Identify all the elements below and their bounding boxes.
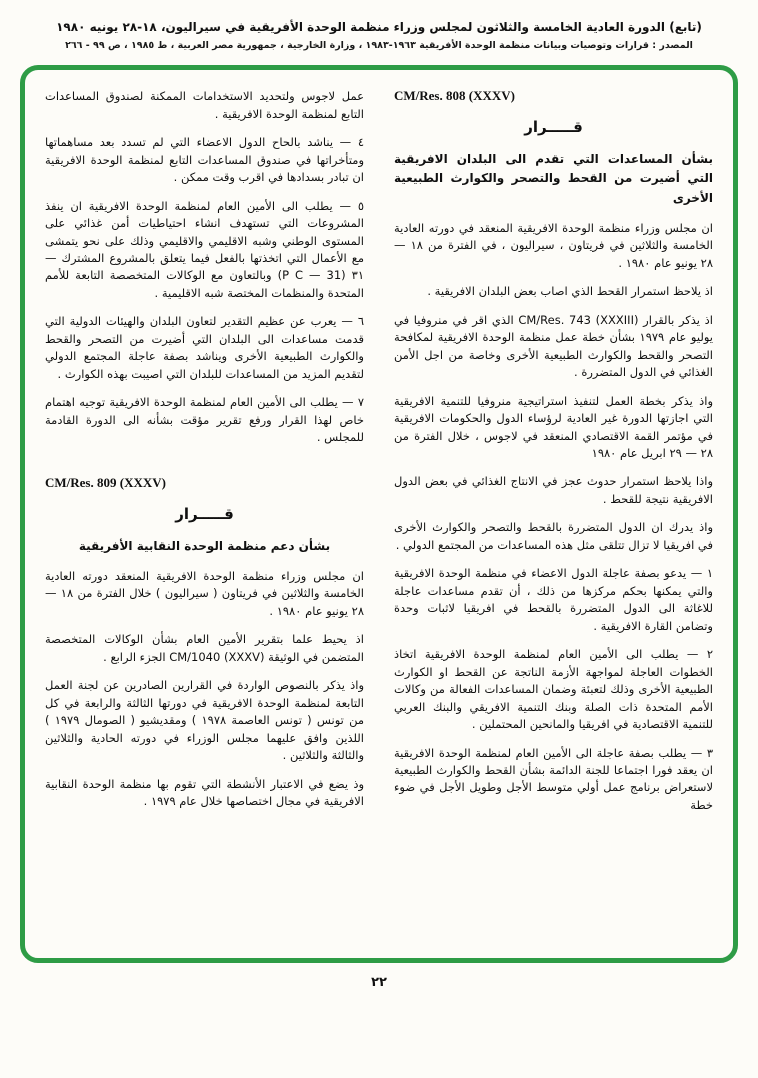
paragraph: واذ يدرك ان الدول المتضررة بالقحط والتصحر والكوارث الأخرى في افريقيا لا تزال تتلقى مثل هذه المساعدات من المجتمع الدولي .	[394, 520, 713, 552]
paragraph: اذ يحيط علما بتقرير الأمين العام بشأن الوكالات المتخصصة المتضمن في الوثيقة CM/1040 (XXXV) الجزء الرابع .	[45, 632, 364, 664]
paragraph-clause-5: ٥ — يطلب الى الأمين العام لمنظمة الوحدة الافريقية ان ينفذ المشروعات التي تستهدف انشاء احتياطيات أمن غذائي على المستوى الوطني وشبه الاقليمي والاقليمي وذلك على نحو يتمشى مع الأعمال التي اتخذتها بالفعل فيما يتعلق بالمشروع المشترك — ٣١ (P C — 31) وبالتعاون مع الوكالات المتخصصة التابعة للأمم المتحدة والمنظمات المختصة شبه الاقليمية .	[45, 198, 364, 300]
paragraph-continuation: عمل لاجوس ولتحديد الاستخدامات الممكنة لصندوق المساعدات التابع لمنظمة الوحدة الافريقية .	[45, 89, 364, 121]
resolution-808-decision-word: قـــــرار	[524, 118, 583, 137]
page-number: ٢٢	[371, 975, 387, 991]
paragraph: اذ يذكر بالقرار CM/Res. 743 (XXXIII) الذي اقر في منروفيا في يوليو عام ١٩٧٩ بشأن خطة عمل منظمة الوحدة الافريقية لمكافحة التصحر والقحط والكوارث الطبيعية الأخرى وخاصة من اجل الأمن الغذائي في الدول المتضررة .	[394, 312, 713, 380]
paragraph: وذ يضع في الاعتبار الأنشطة التي تقوم بها منظمة الوحدة النقابية الافريقية في مجال اختصاصها خلال عام ١٩٧٩ .	[45, 776, 364, 809]
paragraph: ان مجلس وزراء منظمة الوحدة الافريقية المنعقد دورته العادية الخامسة والثلاثين في فريتاون ( سيراليون ) خلال الفترة من ١٨ — ٢٨ يونيو عام ١٩٨٠ .	[45, 568, 364, 618]
page-footer	[20, 975, 738, 990]
paragraph-clause-7: ٧ — يطلب الى الأمين العام لمنظمة الوحدة الافريقية توجيه اهتمام خاص لهذا القرار ورفع تقرير مؤقت بشأنه الى الدورة القادمة للمجلس .	[45, 395, 364, 445]
paragraph: ان مجلس وزراء منظمة الوحدة الافريقية المنعقد في دورته العادية الخامسة والثلاثين في فريتاون ، سيراليون ، في الفترة من ١٨ — ٢٨ يونيو عام ١٩٨٠ .	[394, 220, 713, 270]
paragraph: اذ يلاحظ استمرار القحط الذي اصاب بعض البلدان الافريقية .	[427, 284, 713, 299]
paragraph: واذا يلاحظ استمرار حدوث عجز في الانتاج الغذائي في بعض الدول الافريقية نتيجة للقحط .	[394, 474, 713, 506]
column-left-continuation-and-809	[45, 88, 364, 825]
paragraph: واذ يذكر بالنصوص الواردة في القرارين الصادرين عن لجنة العمل التابعة لمنظمة الوحدة الافريقية في دورتها الثالثة والرابعة في كل من تونس ( تونس العاصمة ١٩٧٨ ) ومقديشيو ( الصومال ١٩٧٩ ) اللذين وافق عليهما مجلس الوزراء في دورته الحادية والثلاثين والثالثة والثلاثين .	[45, 678, 364, 763]
page-header	[26, 18, 732, 53]
paragraph-clause-3: ٣ — يطلب بصفة عاجلة الى الأمين العام لمنظمة الوحدة الافريقية ان يعقد فورا اجتماعا للجنة الدائمة بشأن القحط والكوارث الطبيعية لاستعراض برنامج عمل أولي متوسط الأجل وطويل الأجل في ضوء خطة	[394, 745, 713, 812]
resolution-808-title: بشأن المساعدات التي تقدم الى البلدان الافريقية التي أضيرت من القحط والتصحر والكوارث الطبيعية الأخرى	[394, 152, 713, 205]
two-column-layout	[45, 88, 713, 825]
resolution-809-title: بشأن دعم منظمة الوحدة النقابية الأفريقية	[78, 538, 331, 553]
paragraph-clause-6: ٦ — يعرب عن عظيم التقدير لتعاون البلدان والهيئات الدولية التي قدمت مساعدات الى البلدان التي أضيرت من التصحر والقحط والكوارث الطبيعية الأخرى ويناشد بصفة عاجلة المجتمع الدولي لتقديم المزيد من المساعدات للبلدان التي اصيبت بهذه الكوارث .	[45, 314, 364, 381]
paragraph-clause-4: ٤ — يناشد بالحاح الدول الاعضاء التي لم تسدد بعد مساهماتها ومتأخراتها في صندوق المساعدات التابع لمنظمة الوحدة الافريقية ان تبادر بسدادها في اقرب وقت ممكن .	[45, 135, 364, 185]
resolution-808-number: CM/Res. 808 (XXXV)	[394, 88, 515, 104]
header-line-1: (تابع) الدورة العادية الخامسة والثلاثون لمجلس وزراء منظمة الوحدة الأفريقية في سيراليون، ١٨-٢٨ يونيه ١٩٨٠	[56, 20, 702, 34]
paragraph-clause-2: ٢ — يطلب الى الأمين العام لمنظمة الوحدة الافريقية اتخاذ الخطوات العاجلة لمواجهة الأزمة الناتجة عن القحط او الكوارث الطبيعية الأخرى وذلك لتعبئة وضمان المساعدات الفعالة من وكالات الأمم المتحدة ذات الصلة وبنك التنمية الافريقي والبنك العربي للتنمية الاقتصادية في افريقيا والمانحين المحتملين .	[394, 647, 713, 732]
resolution-809-decision-word: قـــــرار	[175, 504, 234, 523]
column-right-resolution-808	[394, 88, 713, 825]
header-source-line: المصدر : قرارات وتوصيات وبيانات منظمة الوحدة الأفريقية ١٩٦٣-١٩٨٣ ، وزارة الخارجية ، جمهورية مصر العربية ، ط ١٩٨٥ ، ص ٩٩ - ٢٦٦	[65, 40, 693, 51]
paragraph-clause-1: ١ — يدعو بصفة عاجلة الدول الاعضاء في منظمة الوحدة الافريقية والتي يمكنها بحكم مركزها من ذلك ، أن تقدم مساعدات عاجلة للاغاثة الى الدول المتضررة بالقحط في افريقيا لاثبات وحدة وتضامن القارة الافريقية .	[394, 566, 713, 633]
resolution-809-number: CM/Res. 809 (XXXV)	[45, 474, 166, 490]
document-frame	[20, 65, 738, 963]
paragraph: واذ يذكر بخطة العمل لتنفيذ استراتيجية منروفيا للتنمية الافريقية التي اجازتها الدورة غير العادية لرؤساء الدول والحكومات الافريقية في مؤتمر القمة الاقتصادي المنعقد في لاجوس ، خلال الفترة من ٢٨ — ٢٩ ابريل عام ١٩٨٠	[394, 393, 713, 460]
